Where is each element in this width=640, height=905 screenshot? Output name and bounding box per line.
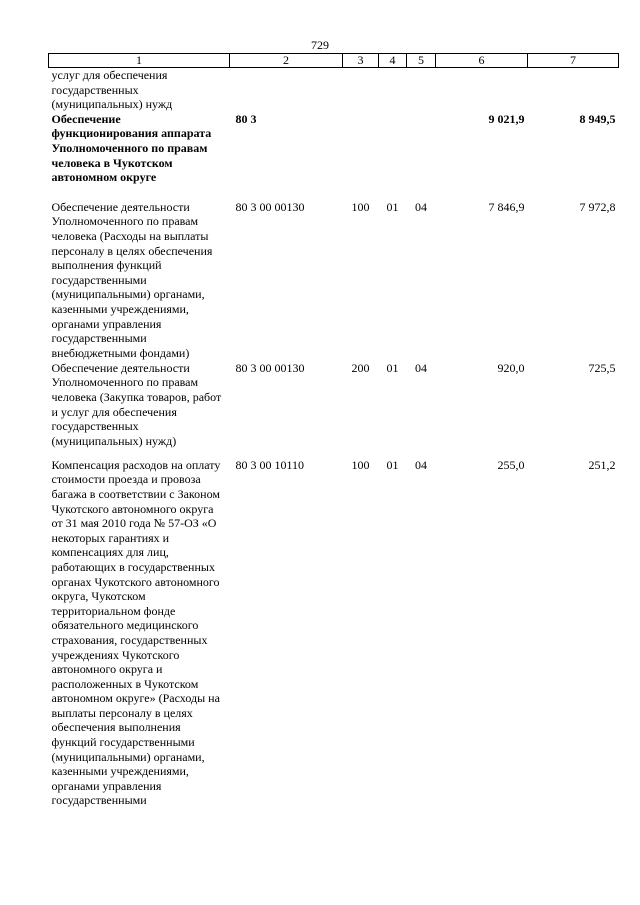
row-rz: 01 (386, 199, 399, 214)
row-rz: 01 (386, 457, 399, 472)
table-row (49, 200, 619, 361)
row-year1: 7 846,9 (488, 199, 525, 214)
row-year1 (436, 68, 528, 112)
page-number: 729 (311, 38, 329, 52)
row-year2: 251,2 (588, 457, 616, 472)
row-code: 80 3 00 00130 (235, 199, 305, 214)
row-year2 (528, 68, 619, 112)
row-year1: 920,0 (497, 360, 525, 375)
header-cell: 1 (49, 54, 230, 68)
row-name: Обеспечение деятельности Уполномоченного по правам человека (Расходы на выплаты персоналу в целях обеспечения выполнения функций государственными (муниципальными) органами, казенными учреждениями, органами управления государственными внебюджетными фондами) (51, 199, 213, 360)
row-rz (379, 112, 407, 200)
row-vr (343, 68, 379, 112)
row-year1: 255,0 (497, 457, 525, 472)
row-pr (407, 68, 436, 112)
header-cell: 3 (343, 54, 379, 68)
row-name: Компенсация расходов на оплату стоимости проезда и провоза багажа в соответствии с Законом Чукотского автономного округа от 31 мая 2010 года № 57-ОЗ «О некоторых гарантиях и компенсациях для лиц, работающих в государственных органах Чукотского автономного округа, Чукотском территориальном фонде обязательного медицинского страхования, государственных учреждениях Чукотского автономного округа и расположенных в Чукотском автономном округе» (Расходы на выплаты персоналу в целях обеспечения выполнения функций государственными (муниципальными) органами, казенными учреждениями, органами управления государственными (51, 457, 221, 808)
row-code (230, 68, 343, 112)
header-cell: 5 (407, 54, 436, 68)
budget-table (48, 53, 619, 808)
row-vr: 200 (351, 360, 370, 375)
row-year2: 7 972,8 (579, 199, 616, 214)
table-row (49, 361, 619, 458)
table-row (49, 112, 619, 200)
row-vr: 100 (351, 199, 370, 214)
header-cell: 2 (230, 54, 343, 68)
header-cell: 6 (436, 54, 528, 68)
column-number-header (49, 54, 619, 68)
row-name: услуг для обеспечения государственных (муниципальных) нужд (51, 68, 173, 112)
row-pr: 04 (415, 199, 427, 214)
header-cell: 4 (379, 54, 407, 68)
row-name: Обеспечение функционирования аппарата Уполномоченного по правам человека в Чукотском автономном округе (51, 111, 212, 185)
row-rz: 01 (386, 360, 399, 375)
row-pr: 04 (415, 360, 427, 375)
row-name: Обеспечение деятельности Уполномоченного по правам человека (Закупка товаров, работ и услуг для обеспечения государственных (муниципальных) нужд) (51, 360, 222, 448)
row-code: 80 3 00 10110 (235, 457, 305, 472)
row-year2: 725,5 (588, 360, 616, 375)
row-pr: 04 (415, 457, 427, 472)
row-vr (343, 112, 379, 200)
row-vr: 100 (351, 457, 370, 472)
header-cell: 7 (528, 54, 619, 68)
row-pr (407, 112, 436, 200)
row-year2: 8 949,5 (579, 111, 616, 126)
table-row (49, 68, 619, 112)
row-year1: 9 021,9 (488, 111, 525, 126)
row-code: 80 3 00 00130 (235, 360, 305, 375)
row-code: 80 3 (235, 111, 257, 126)
row-rz (379, 68, 407, 112)
table-row (49, 458, 619, 808)
